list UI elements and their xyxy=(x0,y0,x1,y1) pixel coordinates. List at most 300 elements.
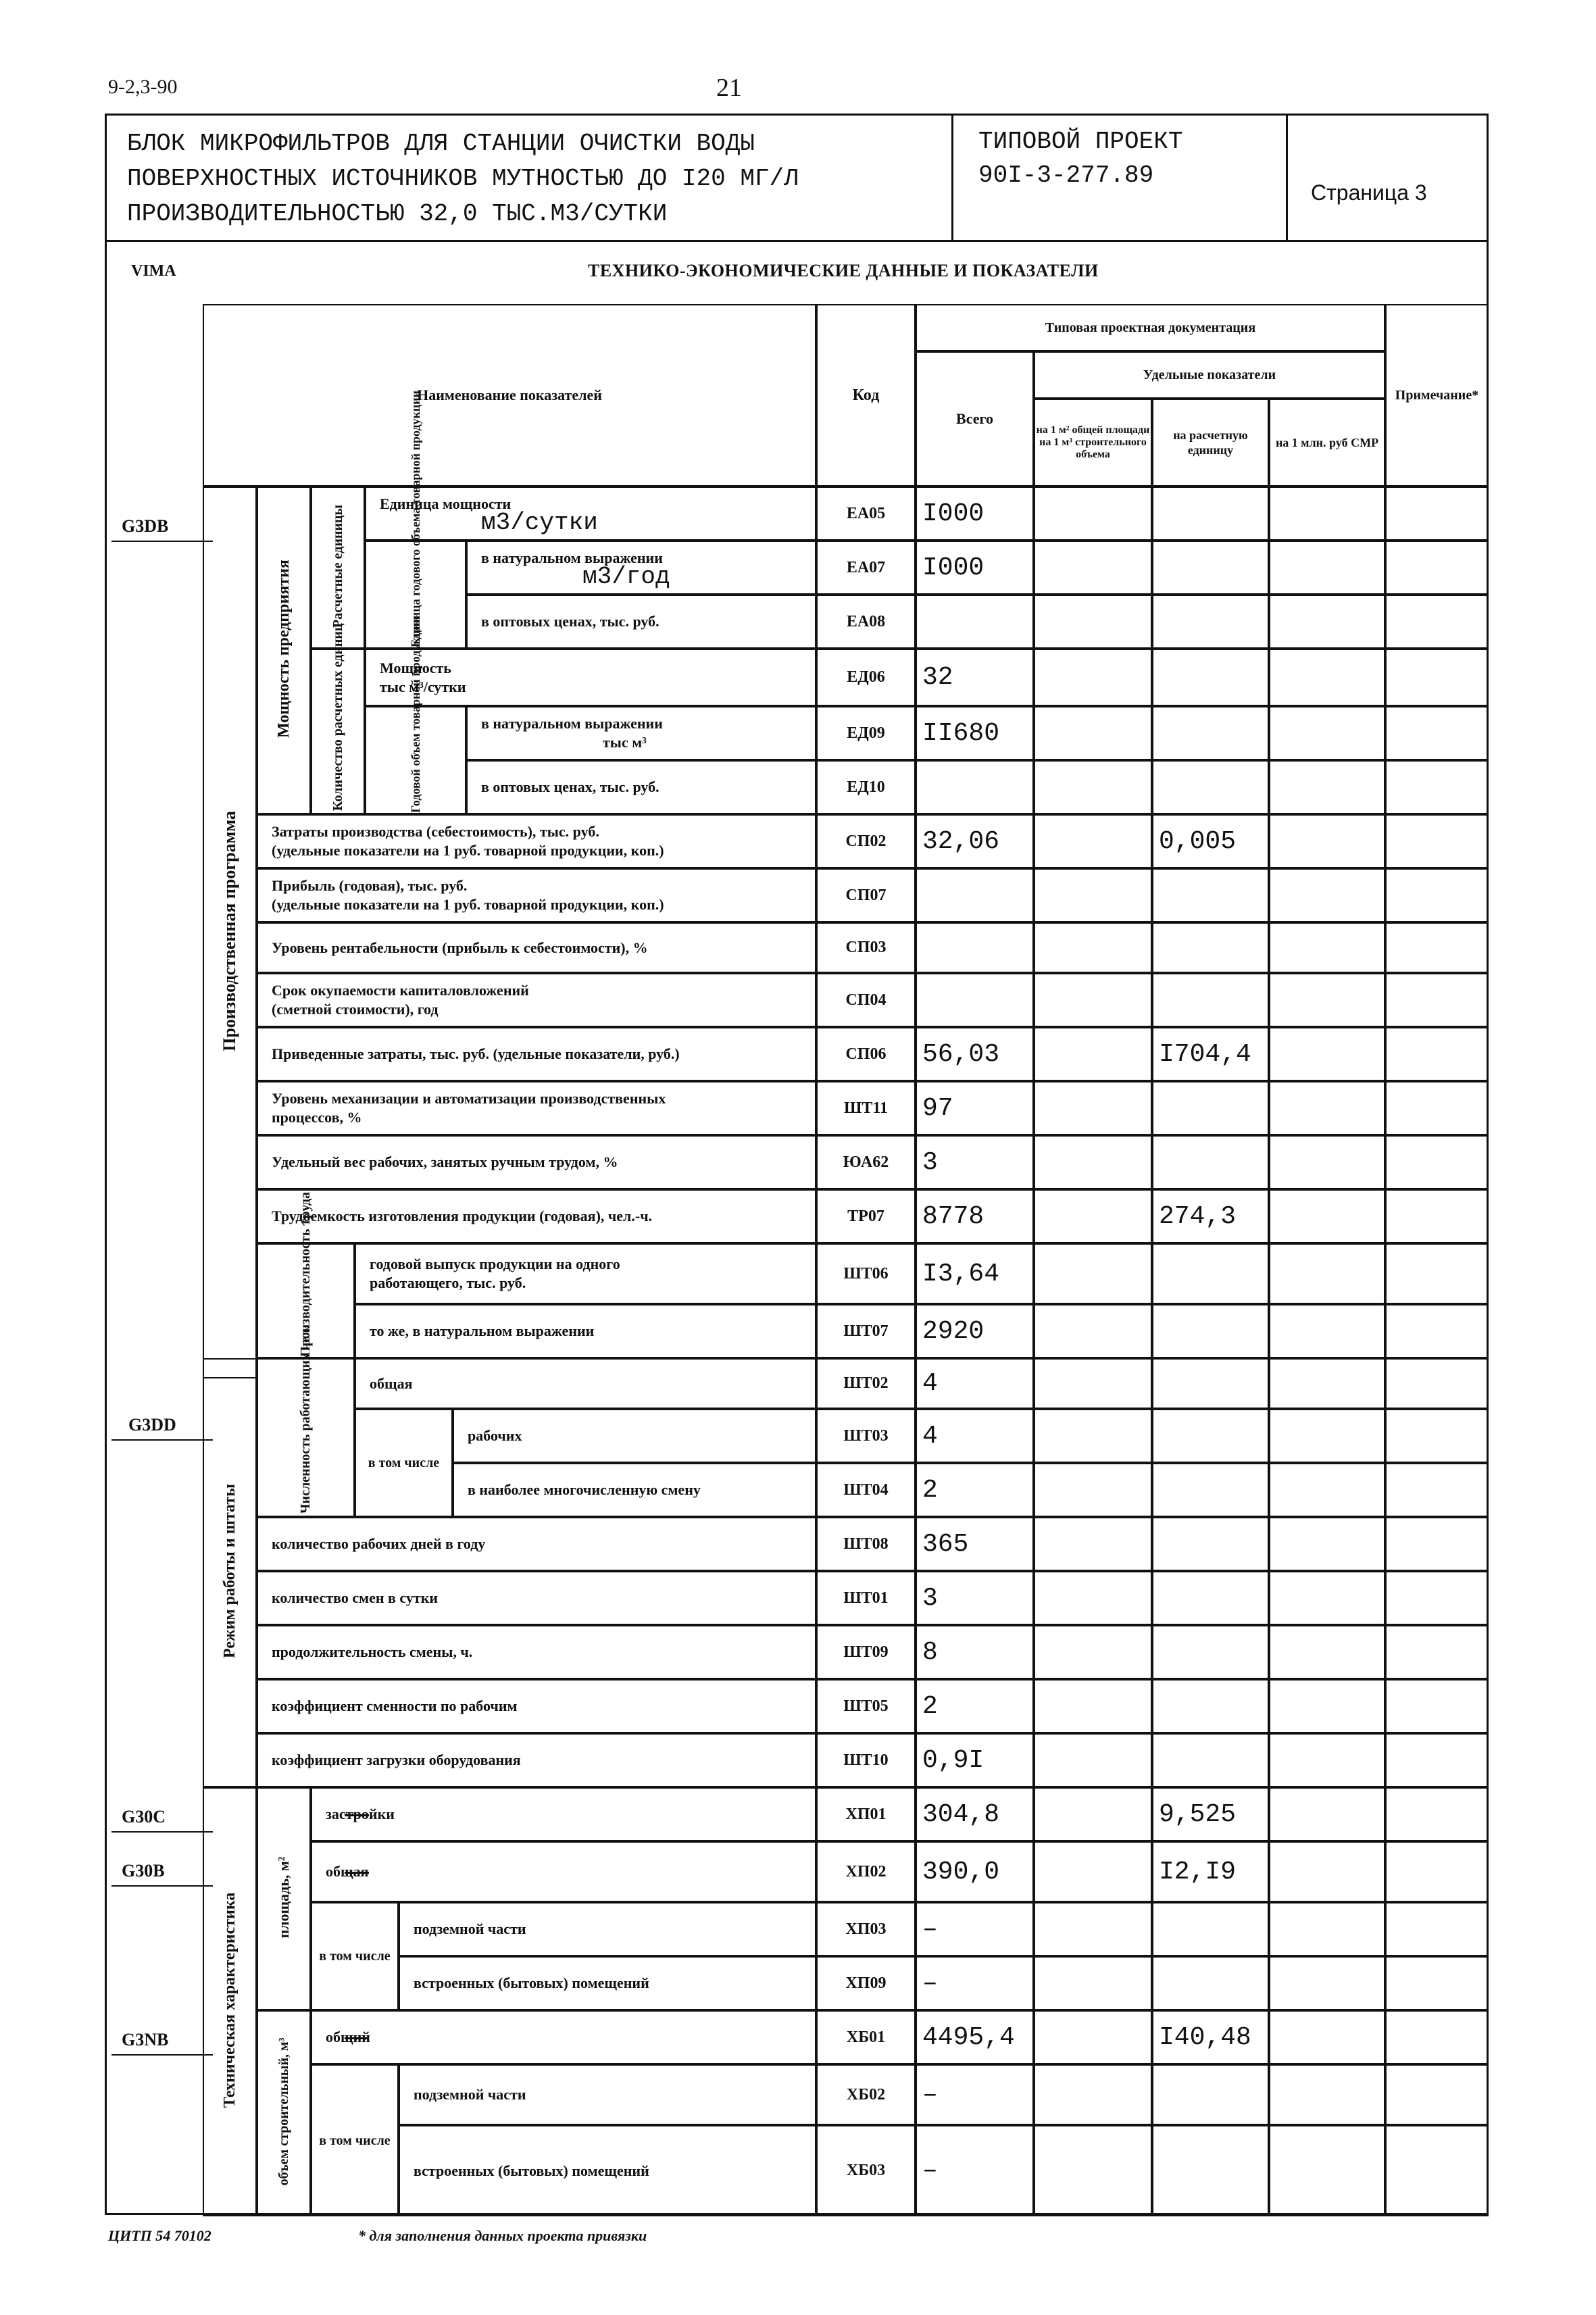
row-label-text: Единица мощности xyxy=(380,495,512,512)
row-code: ЮА62 xyxy=(816,1135,916,1189)
row-per-area xyxy=(1034,595,1152,649)
row-code: ЕД09 xyxy=(816,706,916,760)
row-code: ЕА05 xyxy=(816,487,916,541)
group-annual-unit-label: Единица годового объема товарной продукции xyxy=(409,390,422,647)
row-per-area xyxy=(1034,1081,1152,1135)
row-total: 32 xyxy=(916,649,1034,706)
row-per-mln xyxy=(1269,1463,1385,1517)
row-total: 2 xyxy=(916,1463,1034,1517)
group-capacity-label: Мощность предприятия xyxy=(275,559,293,738)
row-per-mln xyxy=(1269,1243,1385,1304)
row-total: 304,8 xyxy=(916,1787,1034,1841)
row-per-area xyxy=(1034,760,1152,814)
row-per-area xyxy=(1034,973,1152,1027)
row-label-text: в натуральном выражении xyxy=(481,549,663,566)
row-per-mln xyxy=(1269,1027,1385,1081)
row-per-mln xyxy=(1269,649,1385,706)
side-code: G3DB xyxy=(122,516,169,536)
row-total: – xyxy=(916,2064,1034,2125)
row-label-text: общая xyxy=(326,1863,369,1880)
title-line: ПОВЕРХНОСТНЫХ ИСТОЧНИКОВ МУТНОСТЬЮ ДО I20 МГ/Л xyxy=(127,165,799,193)
page-number: 21 xyxy=(716,74,742,102)
row-label xyxy=(311,2010,816,2064)
row-code: ШТ10 xyxy=(816,1733,916,1787)
row-label xyxy=(466,760,816,814)
row-per-area xyxy=(1034,814,1152,868)
row-total: I000 xyxy=(916,487,1034,541)
row-per-mln xyxy=(1269,1956,1385,2010)
row-per-area xyxy=(1034,2064,1152,2125)
row-label xyxy=(365,649,816,706)
row-per-mln xyxy=(1269,1787,1385,1841)
row-per-mln xyxy=(1269,760,1385,814)
project-number: 90I-3-277.89 xyxy=(978,161,1154,189)
row-per-unit xyxy=(1152,487,1269,541)
row-per-unit xyxy=(1152,760,1269,814)
row-label xyxy=(311,1787,816,1841)
row-per-mln xyxy=(1269,1517,1385,1571)
row-per-mln xyxy=(1269,541,1385,595)
row-code: ШТ01 xyxy=(816,1571,916,1625)
row-per-area xyxy=(1034,541,1152,595)
row-per-unit xyxy=(1152,2064,1269,2125)
row-label-sub: (удельные показатели на 1 руб. товарной продукции, коп.) xyxy=(272,842,664,859)
dash-marker xyxy=(345,1814,369,1816)
row-label xyxy=(453,1463,816,1517)
footer-note: * для заполнения данных проекта привязки xyxy=(358,2227,647,2244)
row-per-mln xyxy=(1269,706,1385,760)
row-label-text: коэффициент сменности по рабочим xyxy=(272,1697,518,1714)
row-total: 3 xyxy=(916,1571,1034,1625)
group-tech-label: Техническая характеристика xyxy=(221,1892,239,2108)
row-per-mln xyxy=(1269,814,1385,868)
row-code: ШТ11 xyxy=(816,1081,916,1135)
row-label xyxy=(257,868,816,922)
row-note xyxy=(1385,868,1489,922)
row-label xyxy=(365,487,816,541)
row-label-sub: тыс м³/сутки xyxy=(380,678,466,695)
row-per-mln xyxy=(1269,922,1385,973)
row-label-text: Уровень механизации и автоматизации производственных xyxy=(272,1090,666,1107)
row-code: ЕА08 xyxy=(816,595,916,649)
row-per-mln xyxy=(1269,868,1385,922)
row-note xyxy=(1385,1358,1489,1409)
column-header-specific: Удельные показатели xyxy=(1034,351,1385,399)
row-code: ЕА07 xyxy=(816,541,916,595)
row-label xyxy=(257,814,816,868)
row-label-sub: процессов, % xyxy=(272,1109,362,1126)
row-note xyxy=(1385,1081,1489,1135)
row-per-area xyxy=(1034,1463,1152,1517)
column-header-code: Код xyxy=(816,304,916,487)
row-total: 8 xyxy=(916,1625,1034,1679)
group-annual-volume-label: Годовой объем товарной продукции xyxy=(409,616,422,813)
row-per-unit: I704,4 xyxy=(1152,1027,1269,1081)
row-label xyxy=(399,1902,816,1956)
row-per-unit xyxy=(1152,1733,1269,1787)
side-code: G3NB xyxy=(122,2030,169,2049)
row-label-text: коэффициент загрузки оборудования xyxy=(272,1751,521,1768)
row-note xyxy=(1385,1902,1489,1956)
row-per-unit xyxy=(1152,1679,1269,1733)
row-label xyxy=(257,1571,816,1625)
row-note xyxy=(1385,1787,1489,1841)
side-code-line xyxy=(111,2054,213,2056)
row-label xyxy=(355,1358,816,1409)
row-per-unit xyxy=(1152,1517,1269,1571)
row-per-unit xyxy=(1152,922,1269,973)
row-label xyxy=(257,1733,816,1787)
row-code: ШТ09 xyxy=(816,1625,916,1679)
column-header-per-unit: на расчетную единицу xyxy=(1152,399,1269,487)
group-area-label: площадь, м² xyxy=(275,1856,292,1939)
row-label xyxy=(399,2125,816,2216)
row-label-text: Удельный вес рабочих, занятых ручным трудом, % xyxy=(272,1153,618,1170)
row-total xyxy=(916,973,1034,1027)
row-label-text: подземной части xyxy=(414,2086,526,2103)
row-per-area xyxy=(1034,1625,1152,1679)
title-line: БЛОК МИКРОФИЛЬТРОВ ДЛЯ СТАНЦИИ ОЧИСТКИ ВОДЫ xyxy=(127,130,755,157)
row-label xyxy=(257,1189,816,1243)
row-code: ЕД10 xyxy=(816,760,916,814)
row-code: ШТ02 xyxy=(816,1358,916,1409)
row-note xyxy=(1385,706,1489,760)
row-code: ХП09 xyxy=(816,1956,916,2010)
row-note xyxy=(1385,1027,1489,1081)
row-total: – xyxy=(916,2125,1034,2216)
row-note xyxy=(1385,595,1489,649)
row-note xyxy=(1385,1841,1489,1902)
row-note xyxy=(1385,2010,1489,2064)
row-code: ТР07 xyxy=(816,1189,916,1243)
row-per-unit xyxy=(1152,1243,1269,1304)
row-note xyxy=(1385,1189,1489,1243)
row-label-text: встроенных (бытовых) помещений xyxy=(414,2162,649,2179)
sheet-marker: VIMA xyxy=(131,262,176,280)
row-per-area xyxy=(1034,1358,1152,1409)
row-code: СП07 xyxy=(816,868,916,922)
row-per-area xyxy=(1034,1517,1152,1571)
row-note xyxy=(1385,487,1489,541)
column-header-per-area: на 1 м² общей площади на 1 м³ строительного объема xyxy=(1034,399,1152,487)
side-code: G3DD xyxy=(128,1415,176,1435)
row-per-mln xyxy=(1269,2010,1385,2064)
row-total xyxy=(916,868,1034,922)
row-label xyxy=(453,1409,816,1463)
row-per-mln xyxy=(1269,1189,1385,1243)
row-note xyxy=(1385,814,1489,868)
row-label xyxy=(257,973,816,1027)
row-label-text: Срок окупаемости капиталовложений xyxy=(272,982,529,999)
row-label xyxy=(399,1956,816,2010)
row-label-text: Мощность xyxy=(380,659,451,676)
row-total xyxy=(916,595,1034,649)
row-note xyxy=(1385,1304,1489,1358)
group-calc-count-label: Количество расчетных единиц xyxy=(330,623,345,811)
group-volume-incl: в том числе xyxy=(311,2064,399,2216)
row-per-unit: 9,525 xyxy=(1152,1787,1269,1841)
row-total: 4 xyxy=(916,1409,1034,1463)
row-per-area xyxy=(1034,1902,1152,1956)
row-per-unit xyxy=(1152,1409,1269,1463)
row-code: СП03 xyxy=(816,922,916,973)
row-per-unit xyxy=(1152,2125,1269,2216)
row-total: 365 xyxy=(916,1517,1034,1571)
row-note xyxy=(1385,973,1489,1027)
row-code: ШТ07 xyxy=(816,1304,916,1358)
row-label-sub: работающего, тыс. руб. xyxy=(370,1274,526,1291)
row-per-unit xyxy=(1152,1956,1269,2010)
row-per-mln xyxy=(1269,2125,1385,2216)
row-per-area xyxy=(1034,1956,1152,2010)
row-label-text: застройки xyxy=(326,1806,395,1822)
row-note xyxy=(1385,1679,1489,1733)
project-label: ТИПОВОЙ ПРОЕКТ xyxy=(978,128,1183,155)
row-label-sub: тыс м³ xyxy=(603,734,647,751)
side-code-line xyxy=(111,1439,213,1441)
row-code: ШТ04 xyxy=(816,1463,916,1517)
row-per-mln xyxy=(1269,487,1385,541)
side-code: G30C xyxy=(122,1807,166,1826)
row-per-area xyxy=(1034,1679,1152,1733)
row-per-unit: 0,005 xyxy=(1152,814,1269,868)
row-label-text: количество рабочих дней в году xyxy=(272,1535,486,1552)
row-code: СП04 xyxy=(816,973,916,1027)
side-code-line xyxy=(111,1831,213,1833)
column-header-typical: Типовая проектная документация xyxy=(916,304,1385,351)
row-label-sub: (сметной стоимости), год xyxy=(272,1001,439,1018)
row-code: ЕД06 xyxy=(816,649,916,706)
row-note xyxy=(1385,1135,1489,1189)
row-per-area xyxy=(1034,649,1152,706)
column-header-per-mln: на 1 млн. руб СМР xyxy=(1269,399,1385,487)
row-code: ШТ05 xyxy=(816,1679,916,1733)
row-note xyxy=(1385,1625,1489,1679)
row-code: СП02 xyxy=(816,814,916,868)
row-per-unit: I40,48 xyxy=(1152,2010,1269,2064)
row-label-text: Приведенные затраты, тыс. руб. (удельные показатели, руб.) xyxy=(272,1045,680,1062)
row-per-mln xyxy=(1269,1081,1385,1135)
row-label xyxy=(355,1243,816,1304)
group-incl: в том числе xyxy=(355,1409,453,1517)
group-production-label: Производственная программа xyxy=(220,811,239,1051)
group-area-incl: в том числе xyxy=(311,1902,399,2010)
side-code: G30B xyxy=(122,1861,165,1881)
row-label-text: Уровень рентабельности (прибыль к себестоимости), % xyxy=(272,939,648,956)
row-per-mln xyxy=(1269,1841,1385,1902)
row-label-text: в натуральном выражении xyxy=(481,715,663,732)
row-per-area xyxy=(1034,706,1152,760)
row-label-text: годовой выпуск продукции на одного xyxy=(370,1255,620,1272)
row-per-unit xyxy=(1152,1304,1269,1358)
row-total: 0,9I xyxy=(916,1733,1034,1787)
row-per-mln xyxy=(1269,1679,1385,1733)
row-per-mln xyxy=(1269,1733,1385,1787)
row-per-area xyxy=(1034,1409,1152,1463)
sheet-title: ТЕХНИКО-ЭКОНОМИЧЕСКИЕ ДАННЫЕ И ПОКАЗАТЕЛИ xyxy=(588,261,1099,280)
document-title xyxy=(127,126,799,232)
row-note xyxy=(1385,922,1489,973)
row-label-text: то же, в натуральном выражении xyxy=(370,1322,595,1339)
row-code: ХП01 xyxy=(816,1787,916,1841)
page-label: Страница 3 xyxy=(1311,180,1427,205)
row-per-area xyxy=(1034,1189,1152,1243)
column-header-name: Наименование показателей xyxy=(203,304,816,487)
group-workers-label: Численность работающих чел. xyxy=(298,1325,313,1514)
row-per-mln xyxy=(1269,1571,1385,1625)
row-label-text: Прибыль (годовая), тыс. руб. xyxy=(272,877,468,894)
row-per-mln xyxy=(1269,2064,1385,2125)
row-per-unit xyxy=(1152,706,1269,760)
row-label-text: рабочих xyxy=(468,1427,522,1444)
row-label-text: в оптовых ценах, тыс. руб. xyxy=(481,778,659,795)
row-total: I000 xyxy=(916,541,1034,595)
row-note xyxy=(1385,541,1489,595)
row-note xyxy=(1385,1571,1489,1625)
row-label xyxy=(399,2064,816,2125)
row-per-area xyxy=(1034,1841,1152,1902)
row-label-text: продолжительность смены, ч. xyxy=(272,1643,473,1660)
row-code: ШТ08 xyxy=(816,1517,916,1571)
row-label xyxy=(311,1841,816,1902)
row-note xyxy=(1385,1243,1489,1304)
row-per-area xyxy=(1034,1733,1152,1787)
row-label-text: общая xyxy=(370,1374,413,1392)
title-block xyxy=(105,114,1489,242)
row-note xyxy=(1385,1956,1489,2010)
row-per-mln xyxy=(1269,1304,1385,1358)
row-per-mln xyxy=(1269,595,1385,649)
row-per-unit xyxy=(1152,541,1269,595)
row-label-sub: м3/год xyxy=(582,563,670,591)
row-label-text: встроенных (бытовых) помещений xyxy=(414,1974,649,1991)
row-code: СП06 xyxy=(816,1027,916,1081)
row-total xyxy=(916,760,1034,814)
row-label xyxy=(257,1679,816,1733)
row-label-text: подземной части xyxy=(414,1920,526,1937)
row-per-unit xyxy=(1152,1358,1269,1409)
row-total: I3,64 xyxy=(916,1243,1034,1304)
group-volume-label: объем строительный, м³ xyxy=(276,2037,291,2186)
row-label xyxy=(466,595,816,649)
row-label xyxy=(257,1135,816,1189)
row-per-unit xyxy=(1152,1625,1269,1679)
doc-code: 9-2,3-90 xyxy=(108,76,178,98)
row-per-unit xyxy=(1152,1081,1269,1135)
row-label-sub: (удельные показатели на 1 руб. товарной продукции, коп.) xyxy=(272,896,664,913)
row-label-text: в наиболее многочисленную смену xyxy=(468,1481,701,1498)
row-per-area xyxy=(1034,2125,1152,2216)
row-total: II680 xyxy=(916,706,1034,760)
project-info xyxy=(978,125,1182,193)
row-note xyxy=(1385,1733,1489,1787)
row-per-unit: 274,3 xyxy=(1152,1189,1269,1243)
row-per-area xyxy=(1034,1027,1152,1081)
row-per-area xyxy=(1034,1135,1152,1189)
row-label xyxy=(257,1027,816,1081)
row-total: 3 xyxy=(916,1135,1034,1189)
row-total: 2920 xyxy=(916,1304,1034,1358)
row-total: 32,06 xyxy=(916,814,1034,868)
row-per-area xyxy=(1034,922,1152,973)
row-label-sub: м3/сутки xyxy=(481,509,598,537)
row-total: 4495,4 xyxy=(916,2010,1034,2064)
row-code: ХП02 xyxy=(816,1841,916,1902)
row-total: 97 xyxy=(916,1081,1034,1135)
row-label xyxy=(257,1081,816,1135)
row-note xyxy=(1385,1463,1489,1517)
row-note xyxy=(1385,2064,1489,2125)
row-label xyxy=(257,1625,816,1679)
row-label-text: количество смен в сутки xyxy=(272,1589,439,1606)
row-note xyxy=(1385,1517,1489,1571)
row-label xyxy=(355,1304,816,1358)
row-per-mln xyxy=(1269,1625,1385,1679)
row-per-mln xyxy=(1269,1135,1385,1189)
row-total: – xyxy=(916,1956,1034,2010)
row-per-area xyxy=(1034,868,1152,922)
row-total: 4 xyxy=(916,1358,1034,1409)
row-per-unit xyxy=(1152,1135,1269,1189)
row-total: 2 xyxy=(916,1679,1034,1733)
row-label xyxy=(257,922,816,973)
group-mode-label: Режим работы и штаты xyxy=(221,1484,239,1658)
row-total: – xyxy=(916,1902,1034,1956)
row-per-area xyxy=(1034,2010,1152,2064)
row-per-unit xyxy=(1152,649,1269,706)
row-total: 56,03 xyxy=(916,1027,1034,1081)
row-per-unit: I2,I9 xyxy=(1152,1841,1269,1902)
group-calc-units-label: Расчетные единицы xyxy=(330,504,345,628)
row-code: ХБ02 xyxy=(816,2064,916,2125)
row-per-area xyxy=(1034,1787,1152,1841)
side-code-line xyxy=(111,541,213,542)
row-code: ХБ03 xyxy=(816,2125,916,2216)
row-code: ШТ03 xyxy=(816,1409,916,1463)
row-label xyxy=(466,541,816,595)
row-note xyxy=(1385,1409,1489,1463)
row-per-unit xyxy=(1152,973,1269,1027)
row-per-area xyxy=(1034,1304,1152,1358)
dash-marker xyxy=(345,2037,369,2039)
footer-code: ЦИТП 54 70102 xyxy=(108,2227,211,2244)
row-code: ШТ06 xyxy=(816,1243,916,1304)
row-total xyxy=(916,922,1034,973)
row-note xyxy=(1385,760,1489,814)
group-labor-productivity-label: Производительность труда xyxy=(298,1191,313,1357)
dash-marker xyxy=(345,1872,369,1874)
row-per-area xyxy=(1034,1243,1152,1304)
row-per-unit xyxy=(1152,1902,1269,1956)
row-code: ХП03 xyxy=(816,1902,916,1956)
row-label xyxy=(257,1517,816,1571)
row-per-mln xyxy=(1269,1409,1385,1463)
row-code: ХБ01 xyxy=(816,2010,916,2064)
row-per-area xyxy=(1034,1571,1152,1625)
row-per-mln xyxy=(1269,1358,1385,1409)
row-label-text: Трудоемкость изготовления продукции (годовая), чел.-ч. xyxy=(272,1208,653,1224)
column-header-total: Всего xyxy=(916,351,1034,487)
row-note xyxy=(1385,649,1489,706)
row-note xyxy=(1385,2125,1489,2216)
row-label xyxy=(466,706,816,760)
row-per-unit xyxy=(1152,868,1269,922)
row-per-area xyxy=(1034,487,1152,541)
row-per-unit xyxy=(1152,1571,1269,1625)
row-per-mln xyxy=(1269,973,1385,1027)
side-code-line xyxy=(111,1885,213,1887)
row-total: 8778 xyxy=(916,1189,1034,1243)
